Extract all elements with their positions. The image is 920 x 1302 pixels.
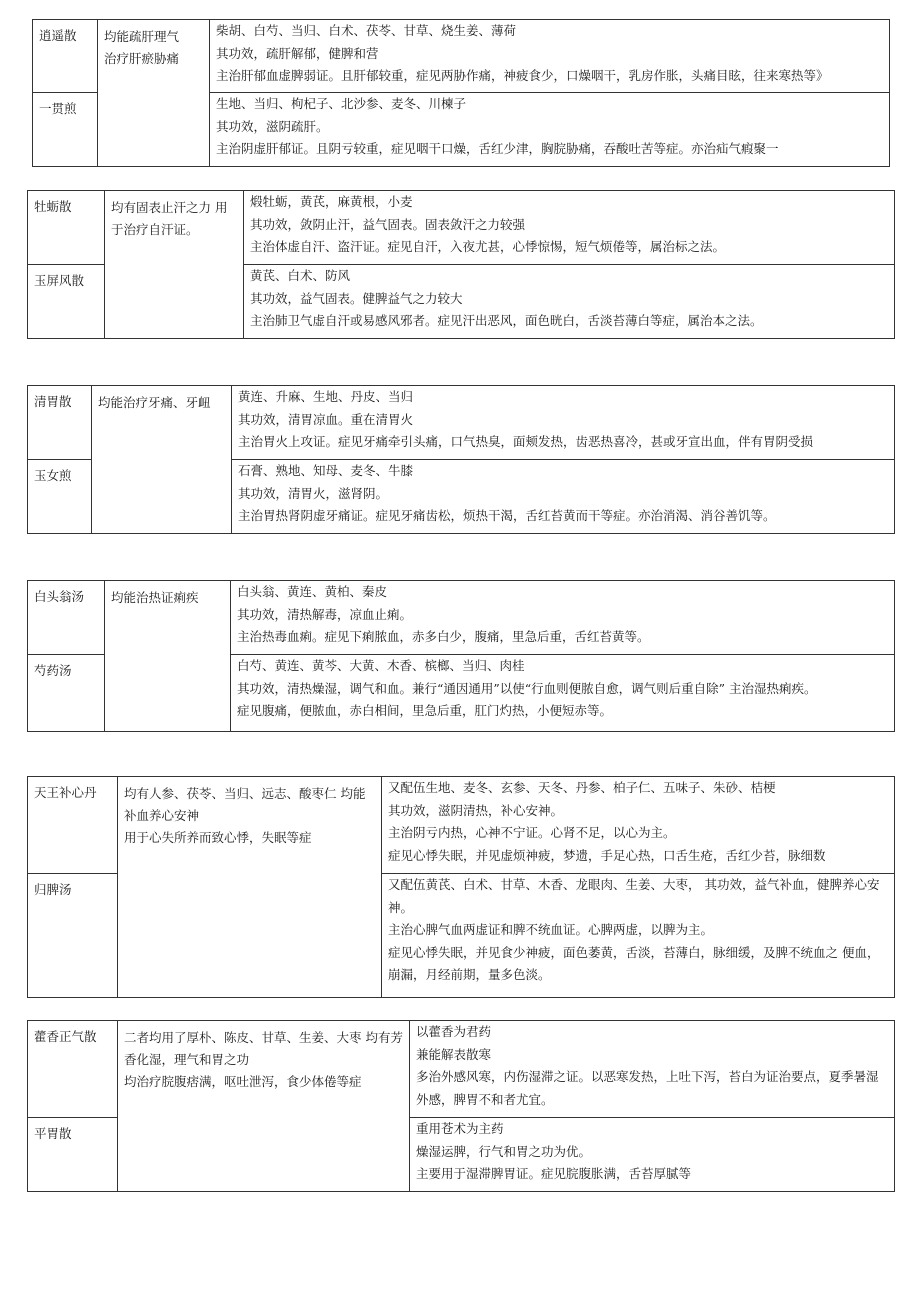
- formula-name: 藿香正气散: [28, 1021, 118, 1118]
- detail-line: 主治心脾气血两虚证和脾不统血证。心脾两虚，以脾为主。: [388, 922, 714, 937]
- common-features: [118, 1021, 410, 1192]
- detail-line: 以藿香为君药: [416, 1024, 492, 1039]
- comparison-table-dysentery: [27, 580, 895, 732]
- comparison-table-dampness: [27, 1020, 895, 1192]
- formula-details: [210, 93, 890, 167]
- table-row: [28, 581, 895, 655]
- detail-line: 主治阴亏内热，心神不宁证。心肾不足，以心为主。: [388, 825, 676, 840]
- common-line: 均有固表止汗之力 用于治疗自汗证。: [111, 200, 228, 237]
- common-features: [118, 777, 382, 998]
- formula-details: [382, 874, 895, 998]
- common-line: 均有人参、茯苓、当归、远志、酸枣仁 均能补血养心安神: [124, 786, 366, 823]
- detail-line: 其功效，清胃凉血。重在清胃火: [238, 411, 414, 427]
- detail-line: 其功效，益气固表。健脾益气之力较大: [250, 290, 463, 306]
- formula-details: [244, 191, 895, 265]
- formula-name: 清胃散: [28, 386, 92, 460]
- comparison-table-liver: [32, 19, 890, 167]
- table-row: [28, 1021, 895, 1118]
- detail-line: 主治肝郁血虚脾弱证。且肝郁较重，症见两胁作痛，神疲食少，口燥咽干，乳房作胀，头痛目眩，往来寒热等》: [216, 68, 829, 83]
- detail-line: 主治胃热肾阴虚牙痛证。症见牙痛齿松，烦热干渴，舌红苔黄而干等症。亦治消渴、消谷善饥等。: [238, 508, 776, 523]
- common-line: 均能疏肝理气: [104, 29, 180, 44]
- comparison-table-sweating: [27, 190, 895, 339]
- formula-details: [410, 1118, 895, 1192]
- common-features: [98, 20, 210, 167]
- common-features: [105, 581, 231, 732]
- detail-line: 又配伍黄芪、白术、甘草、木香、龙眼肉、生姜、大枣， 其功效，益气补血，健脾养心安神。: [388, 877, 880, 915]
- formula-name: 一贯煎: [33, 93, 98, 167]
- table-row: [33, 20, 890, 93]
- detail-line: 主治体虚自汗、盗汗证。症见自汗，入夜尤甚，心悸惊惕，短气烦倦等，属治标之法。: [250, 239, 726, 254]
- detail-line: 其功效，滋阴清热，补心安神。: [388, 802, 564, 818]
- formula-details: [231, 655, 895, 732]
- common-line: 均能治热证痢疾: [111, 590, 199, 605]
- detail-line: 黄芪、白术、防风: [250, 268, 351, 283]
- detail-line: 生地、当归、枸杞子、北沙参、麦冬、川楝子: [216, 96, 467, 111]
- formula-name: 牡蛎散: [28, 191, 105, 265]
- formula-details: [382, 777, 895, 874]
- formula-name: 平胃散: [28, 1118, 118, 1192]
- detail-line: 其功效，滋阴疏肝。: [216, 118, 329, 134]
- formula-name: 玉屏风散: [28, 265, 105, 339]
- comparison-table-heart: [27, 776, 895, 998]
- detail-line: 其功效，清胃火，滋肾阴。: [238, 485, 389, 501]
- detail-line: 煅牡蛎，黄芪，麻黄根，小麦: [250, 194, 413, 209]
- detail-line: 白头翁、黄连、黄柏、秦皮: [237, 584, 388, 599]
- formula-name: 白头翁汤: [28, 581, 105, 655]
- detail-line: 重用苍术为主药: [416, 1121, 504, 1136]
- formula-name: 逍遥散: [33, 20, 98, 93]
- detail-line: 主治肺卫气虚自汗或易感风邪者。症见汗出恶风，面色晄白，舌淡苔薄白等症，属治本之法。: [250, 313, 763, 328]
- detail-line: 柴胡、白芍、当归、白术、茯苓、甘草、烧生姜、薄荷: [216, 23, 517, 38]
- formula-name: 芍药汤: [28, 655, 105, 732]
- table-row: [28, 191, 895, 265]
- detail-line: 主治热毒血痢。症见下痢脓血，赤多白少，腹痛，里急后重，舌红苔黄等。: [237, 629, 650, 644]
- common-line: 治疗肝瘀胁痛: [104, 51, 180, 66]
- formula-details: [232, 460, 895, 534]
- detail-line: 其功效，疏肝解郁，健脾和营: [216, 45, 379, 61]
- detail-line: 石膏、熟地、知母、麦冬、牛膝: [238, 463, 414, 478]
- detail-line: 其功效，清热燥湿，调气和血。兼行“通因通用”以使“行血则便脓自愈，调气则后重自除” 主治湿热痢疾。: [237, 680, 817, 696]
- detail-line: 症见心悸失眠，并见虚烦神疲，梦遗，手足心热，口舌生疮，舌红少苔，脉细数: [388, 847, 826, 863]
- formula-details: [231, 581, 895, 655]
- common-line: 均能治疗牙痛、牙衄: [98, 395, 211, 410]
- detail-line: 主治胃火上攻证。症见牙痛牵引头痛，口气热臭，面颊发热，齿恶热喜冷，甚或牙宣出血，伴有胃阴受损: [238, 434, 814, 449]
- detail-line: 白芍、黄连、黄芩、大黄、木香、槟榔、当归、肉桂: [237, 658, 525, 673]
- formula-name: 玉女煎: [28, 460, 92, 534]
- formula-details: [410, 1021, 895, 1118]
- detail-line: 症见心悸失眠，并见食少神疲，面色萎黄，舌淡，苔薄白，脉细缓，及脾不统血之 便血，崩漏，月经前期，量多色淡。: [388, 944, 880, 982]
- comparison-table-toothache: [27, 385, 895, 534]
- detail-line: 多治外感风寒，内伤湿滞之证。以恶寒发热，上吐下泻，苔白为证治要点，夏季暑湿外感，脾胃不和者尤宜。: [416, 1069, 879, 1107]
- detail-line: 燥湿运脾，行气和胃之功为优。: [416, 1143, 592, 1159]
- detail-line: 其功效，清热解毒，凉血止痢。: [237, 606, 413, 622]
- common-line: 二者均用了厚朴、陈皮、甘草、生姜、大枣 均有芳香化湿，理气和胃之功: [124, 1030, 403, 1067]
- detail-line: 兼能解表散寒: [416, 1046, 492, 1062]
- formula-details: [244, 265, 895, 339]
- common-features: [92, 386, 232, 534]
- detail-line: 黄连、升麻、生地、丹皮、当归: [238, 389, 414, 404]
- table-row: [28, 386, 895, 460]
- detail-line: 主治阴虚肝郁证。且阴亏较重，症见咽干口燥，舌红少津，胸脘胁痛，吞酸吐苦等症。亦治疝气瘕聚一: [216, 141, 779, 156]
- formula-name: 天王补心丹: [28, 777, 118, 874]
- formula-details: [210, 20, 890, 93]
- common-line: 均治疗脘腹痞满，呕吐泄泻，食少体倦等症: [124, 1074, 362, 1089]
- detail-line: 主要用于湿滞脾胃证。症见脘腹胀满，舌苔厚腻等: [416, 1166, 692, 1181]
- formula-details: [232, 386, 895, 460]
- common-features: [105, 191, 244, 339]
- formula-name: 归脾汤: [28, 874, 118, 998]
- table-row: [28, 777, 895, 874]
- detail-line: 又配伍生地、麦冬、玄参、天冬、丹参、柏子仁、五味子、朱砂、桔梗: [388, 780, 776, 795]
- detail-line: 症见腹痛，便脓血，赤白相间，里急后重，肛门灼热，小便短赤等。: [237, 703, 613, 718]
- common-line: 用于心失所养而致心悸，失眠等症: [124, 830, 312, 845]
- detail-line: 其功效，敛阴止汗，益气固表。固表敛汗之力较强: [250, 216, 526, 232]
